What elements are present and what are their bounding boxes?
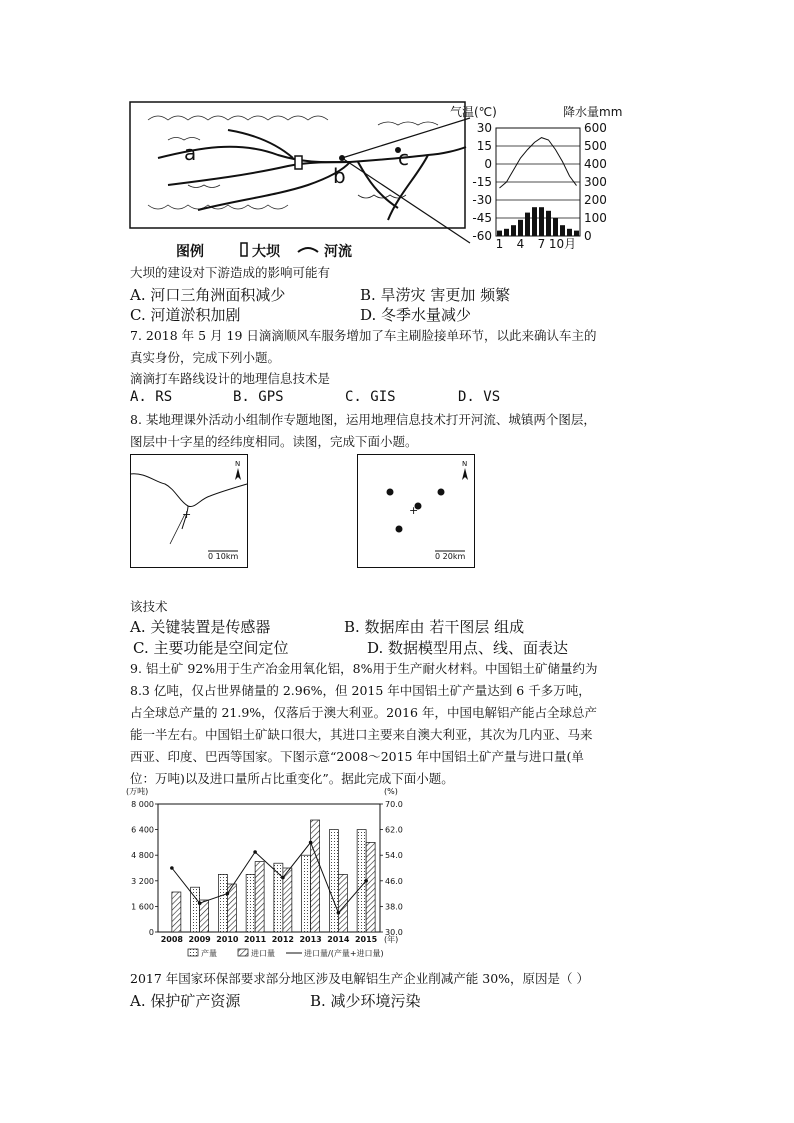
q7-option-d[interactable]: D. VS bbox=[458, 389, 501, 405]
precip-tick: 100 bbox=[584, 211, 607, 225]
q8-option-b[interactable]: B. 数据库由 若干图层 组成 bbox=[344, 618, 525, 636]
town-dot bbox=[387, 489, 394, 496]
legend-dam-label: 大坝 bbox=[252, 244, 280, 260]
production-bar bbox=[246, 874, 255, 932]
month-tick: 10月 bbox=[548, 237, 577, 251]
river-map-svg bbox=[128, 100, 623, 260]
x-unit: (年) bbox=[384, 935, 399, 944]
q7-intro: 7. 2018 年 5 月 19 日滴滴顺风车服务增加了车主刷脸接单环节，以此来确认车主的真实身份，完成下列小题。 bbox=[130, 328, 597, 365]
import-bar bbox=[338, 874, 347, 932]
precip-bar bbox=[553, 218, 558, 236]
q7-option-a[interactable]: A. RS bbox=[130, 389, 173, 405]
town-dot bbox=[396, 526, 403, 533]
precip-tick: 300 bbox=[584, 175, 607, 189]
x-tick-label: 2015 bbox=[354, 935, 378, 944]
q7-option-b[interactable]: B. GPS bbox=[233, 389, 284, 405]
river-layer-map bbox=[130, 454, 248, 568]
precip-tick: 0 bbox=[584, 229, 592, 243]
y-left-unit: (万吨) bbox=[126, 787, 149, 796]
q8-stem: 该技术 bbox=[130, 599, 168, 614]
precip-bar bbox=[525, 213, 530, 236]
x-tick-label: 2014 bbox=[327, 935, 350, 944]
legend-import-swatch bbox=[238, 949, 248, 956]
bauxite-chart-svg bbox=[126, 786, 416, 964]
y-left-tick: 0 bbox=[148, 928, 154, 937]
precip-bar bbox=[532, 207, 537, 236]
import-bar bbox=[172, 892, 181, 932]
x-tick-label: 2009 bbox=[188, 935, 211, 944]
precip-axis-label: 降水量mm bbox=[563, 105, 623, 119]
y-right-tick: 30.0 bbox=[385, 928, 403, 937]
y-right-tick: 70.0 bbox=[385, 800, 403, 809]
temp-axis-label: 气温(℃) bbox=[450, 105, 497, 119]
precip-tick: 500 bbox=[584, 139, 607, 153]
legend-import-label: 进口量 bbox=[251, 949, 275, 958]
map1-scale: 0 10km bbox=[208, 552, 239, 561]
y-left-tick: 6 400 bbox=[131, 825, 154, 835]
q7-option-c[interactable]: C. GIS bbox=[345, 389, 396, 405]
map1-north-label: N bbox=[235, 460, 241, 468]
q9-intro: 9. 铝土矿 92%用于生产冶金用氧化铝，8%用于生产耐火材料。中国铝土矿储量约为 8.3 亿吨，仅占世界储量的 2.96%，但 2015 年中国铝土矿产量达到 6 千多万吨，占全球总产量的 21.9%，仅落后于澳大利亚。2016 年，中国电解铝产能占全球总产能一半左右。中国铝土矿缺口很大，其进口主要来自澳大利亚，其次为几内亚、马来西亚、印度、巴西等国家。下图示意“2008～2015 年中国铝土矿产量与进口量(单位：万吨)以及进口量所占比重变化”。据此完成下面小题。 bbox=[130, 661, 598, 786]
y-right-tick: 62.0 bbox=[385, 825, 403, 835]
import-bar bbox=[255, 862, 264, 932]
precip-tick: 200 bbox=[584, 193, 607, 207]
month-tick: 1 bbox=[495, 237, 504, 251]
temp-tick: -30 bbox=[472, 193, 492, 207]
y-left-tick: 3 200 bbox=[131, 876, 154, 886]
label-b: b bbox=[333, 164, 346, 188]
legend-title: 图例 bbox=[176, 244, 204, 260]
q9-option-b[interactable]: B. 减少环境污染 bbox=[310, 992, 421, 1010]
precip-bar bbox=[518, 220, 523, 236]
svg-text:+: + bbox=[182, 508, 192, 521]
q8-option-a[interactable]: A. 关键装置是传感器 bbox=[130, 618, 271, 636]
precip-bar bbox=[497, 231, 502, 236]
town-dot bbox=[438, 489, 445, 496]
q8-intro: 8. 某地理课外活动小组制作专题地图，运用地理信息技术打开河流、城镇两个图层，图层中十字星的经纬度相同。读图，完成下面小题。 bbox=[130, 412, 596, 449]
climate-chart bbox=[450, 104, 622, 251]
precip-tick: 600 bbox=[584, 121, 607, 135]
q6-option-d[interactable]: D. 冬季水量减少 bbox=[360, 306, 472, 324]
river-map-figure bbox=[128, 100, 623, 260]
q9-option-a[interactable]: A. 保护矿产资源 bbox=[130, 992, 241, 1010]
q6-stem: 大坝的建设对下游造成的影响可能有 bbox=[130, 265, 331, 280]
y-right-tick: 46.0 bbox=[385, 876, 403, 886]
legend-river-label: 河流 bbox=[324, 244, 352, 260]
precip-bar bbox=[567, 229, 572, 236]
legend-dam-icon bbox=[241, 243, 247, 256]
import-bar bbox=[311, 820, 320, 932]
y-right-unit: (%) bbox=[384, 787, 398, 796]
x-tick-label: 2012 bbox=[271, 935, 295, 944]
x-tick-label: 2008 bbox=[160, 935, 184, 944]
bauxite-chart bbox=[126, 786, 416, 964]
month-tick: 7 bbox=[537, 237, 546, 251]
temperature-curve bbox=[500, 138, 577, 188]
y-right-tick: 38.0 bbox=[385, 902, 403, 912]
precip-bar bbox=[546, 211, 551, 236]
legend-ratio-label: 进口量/(产量+进口量) bbox=[304, 949, 384, 958]
x-tick-label: 2011 bbox=[243, 935, 267, 944]
production-bar bbox=[302, 855, 311, 932]
precip-bar bbox=[560, 225, 565, 236]
dam-marker bbox=[295, 156, 302, 169]
q8-option-d[interactable]: D. 数据模型用点、线、面表达 bbox=[367, 639, 569, 657]
y-left-tick: 4 800 bbox=[131, 851, 154, 861]
precip-bar bbox=[539, 207, 544, 236]
legend-production-label: 产量 bbox=[201, 949, 217, 958]
temp-tick: 30 bbox=[476, 121, 492, 135]
temp-tick: 0 bbox=[484, 157, 492, 171]
q7-stem: 滴滴打车路线设计的地理信息技术是 bbox=[130, 371, 331, 386]
q6-option-b[interactable]: B. 旱涝灾 害更加 频繁 bbox=[360, 286, 511, 304]
label-a: a bbox=[184, 141, 197, 165]
precip-bar bbox=[574, 231, 579, 236]
q8-option-c[interactable]: C. 主要功能是空间定位 bbox=[133, 639, 289, 657]
label-c: c bbox=[398, 146, 409, 170]
map2-north-label: N bbox=[462, 460, 468, 468]
svg-text:+: + bbox=[409, 504, 419, 517]
import-bar bbox=[366, 842, 375, 932]
legend-production-swatch bbox=[188, 949, 198, 956]
month-tick: 4 bbox=[516, 237, 525, 251]
temp-tick: -45 bbox=[472, 211, 492, 225]
x-tick-label: 2013 bbox=[299, 935, 322, 944]
temp-tick: 15 bbox=[476, 139, 492, 153]
legend-river-icon bbox=[298, 248, 318, 252]
map2-scale: 0 20km bbox=[435, 552, 466, 561]
y-left-tick: 1 600 bbox=[131, 902, 154, 912]
q6-option-a[interactable]: A. 河口三角洲面积减少 bbox=[130, 286, 286, 304]
x-tick-label: 2010 bbox=[216, 935, 239, 944]
y-right-tick: 54.0 bbox=[385, 851, 403, 861]
production-bar bbox=[329, 830, 338, 932]
town-layer-map bbox=[357, 454, 475, 568]
temp-tick: -60 bbox=[472, 229, 492, 243]
import-bar bbox=[200, 900, 209, 932]
y-left-tick: 8 000 bbox=[131, 800, 154, 809]
precip-bar bbox=[504, 229, 509, 236]
precip-tick: 400 bbox=[584, 157, 607, 171]
q6-option-c[interactable]: C. 河道淤积加剧 bbox=[130, 306, 241, 324]
precip-bar bbox=[511, 225, 516, 236]
production-bar bbox=[218, 874, 227, 932]
temp-tick: -15 bbox=[472, 175, 492, 189]
q9-stem: 2017 年国家环保部要求部分地区涉及电解铝生产企业削减产能 30%，原因是（ ） bbox=[130, 971, 590, 986]
